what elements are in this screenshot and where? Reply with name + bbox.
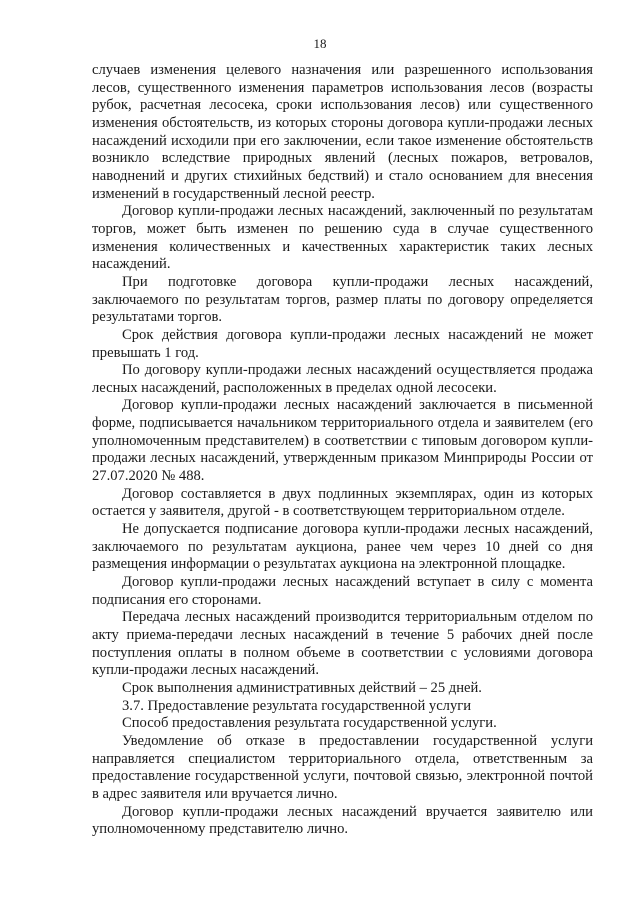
paragraph: При подготовке договора купли-продажи лесных насаждений, заключаемого по результатам торгов, размер платы по договору определяется результатами торгов. xyxy=(92,273,593,326)
paragraph: Срок действия договора купли-продажи лесных насаждений не может превышать 1 год. xyxy=(92,326,593,361)
page-number: 18 xyxy=(313,36,327,51)
paragraph: Договор купли-продажи лесных насаждений заключается в письменной форме, подписывается начальником территориального отдела и заявителем (его уполномоченным представителем) в соответствии с типовым договором купли-продажи лесных насаждений, утвержденным приказом Минприроды России от 27.07.2020 № 488. xyxy=(92,397,593,485)
paragraph: Не допускается подписание договора купли-продажи лесных насаждений, заключаемого по результатам аукциона, ранее чем через 10 дней со дня размещения информации о результатах аукциона на электронной площадке. xyxy=(92,521,593,573)
paragraph: Договор купли-продажи лесных насаждений вступает в силу с момента подписания его сторонами. xyxy=(92,574,593,608)
section-heading: 3.7. Предоставление результата государственной услуги xyxy=(122,697,472,714)
paragraph: Договор купли-продажи лесных насаждений, заключенный по результатам торгов, может быть изменен по решению суда в случае существенного изменения количественных и качественных характеристик таких лесных насаждений. xyxy=(92,203,593,273)
paragraph: Договор купли-продажи лесных насаждений вручается заявителю или уполномоченному представителю лично. xyxy=(92,803,593,838)
paragraph: Договор составляется в двух подлинных экземплярах, один из которых остается у заявителя, другой - в соответствующем территориальном отделе. xyxy=(92,485,593,520)
document-body xyxy=(92,62,593,839)
paragraph-continuation: случаев изменения целевого назначения или разрешенного использования лесов, существенного изменения параметров использования лесов (возрасты рубок, расчетная лесосека, сроки использования лесов) или существенного изменения обстоятельств, из которых стороны договора купли-продажи лесных насаждений исходили при его заключении, если такое изменение обстоятельств возникло вследствие природных явлений (лесных пожаров, ветровалов, наводнений и других стихийных бедствий) и стало основанием для внесения изменений в государственный лесной реестр. xyxy=(92,62,593,202)
paragraph: Способ предоставления результата государственной услуги. xyxy=(122,715,497,732)
paragraph: Срок выполнения административных действий – 25 дней. xyxy=(122,679,482,696)
paragraph: Передача лесных насаждений производится территориальным отделом по акту приема-передачи лесных насаждений в течение 5 рабочих дней после поступления оплаты в полном объеме в соответствии с условиями договора купли-продажи лесных насаждений. xyxy=(92,609,593,679)
paragraph: Уведомление об отказе в предоставлении государственной услуги направляется специалистом территориального отдела, ответственным за предоставление государственной услуги, почтовой связью, электронной почтой в адрес заявителя или вручается лично. xyxy=(92,732,593,802)
paragraph: По договору купли-продажи лесных насаждений осуществляется продажа лесных насаждений, расположенных в пределах одной лесосеки. xyxy=(92,362,593,396)
